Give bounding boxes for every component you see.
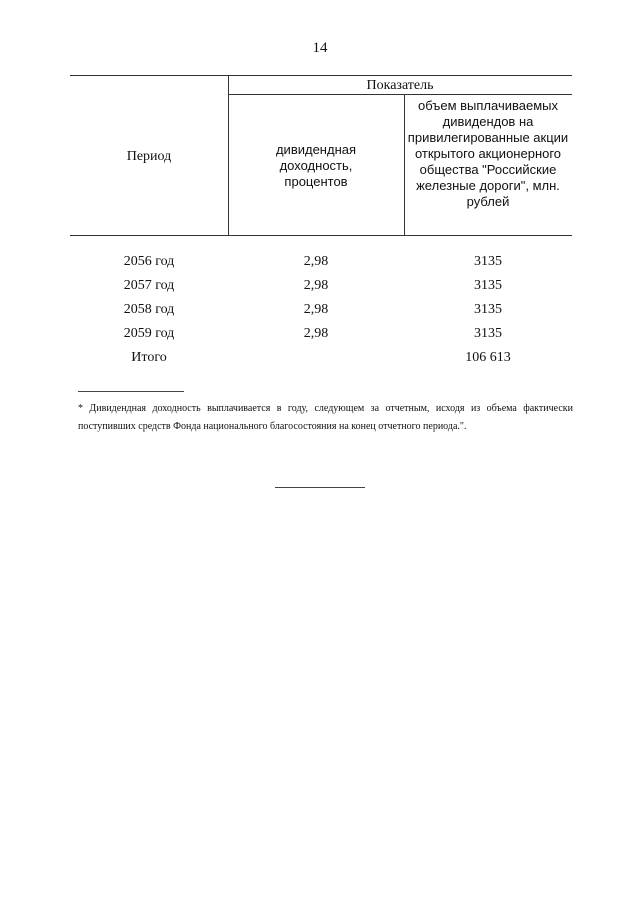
header-divider [228, 76, 229, 235]
cell-amount: 3135 [474, 254, 502, 269]
header-period: Период [126, 149, 172, 164]
cell-yield: 2,98 [303, 278, 329, 293]
end-of-text-rule [275, 487, 365, 488]
cell-yield: 2,98 [303, 254, 329, 269]
cell-period: 2056 год [123, 254, 175, 269]
header-dividend-amount: объем выплачиваемых дивидендов на привилегированные акции открытого акционерного общества "Российские железные дороги", млн. рублей [407, 98, 569, 209]
table-total-row [70, 347, 572, 371]
page-number: 14 [312, 40, 328, 56]
cell-yield: 2,98 [303, 326, 329, 341]
cell-period: 2058 год [123, 302, 175, 317]
cell-yield: 2,98 [303, 302, 329, 317]
table-row [70, 323, 572, 347]
table-row [70, 299, 572, 323]
cell-amount: 3135 [474, 278, 502, 293]
table-header [70, 75, 572, 236]
header-dividend-yield: дивидендная доходность, процентов [275, 142, 357, 189]
header-group-divider [228, 94, 572, 95]
header-indicator: Показатель [366, 78, 434, 93]
cell-total-label: Итого [131, 350, 167, 365]
cell-amount: 3135 [474, 326, 502, 341]
footnote-separator [78, 391, 184, 392]
dividend-table [70, 75, 572, 371]
cell-amount: 3135 [474, 302, 502, 317]
table-row [70, 275, 572, 299]
footnote: * Дивидендная доходность выплачивается в году, следующем за отчетным, исходя из объема фактически поступивших средств Фонда национального благосостояния на конец отчетного периода.". [78, 403, 573, 432]
table-body [70, 251, 572, 371]
cell-period: 2059 год [123, 326, 175, 341]
cell-period: 2057 год [123, 278, 175, 293]
cell-total-amount: 106 613 [465, 350, 511, 365]
table-row [70, 251, 572, 275]
